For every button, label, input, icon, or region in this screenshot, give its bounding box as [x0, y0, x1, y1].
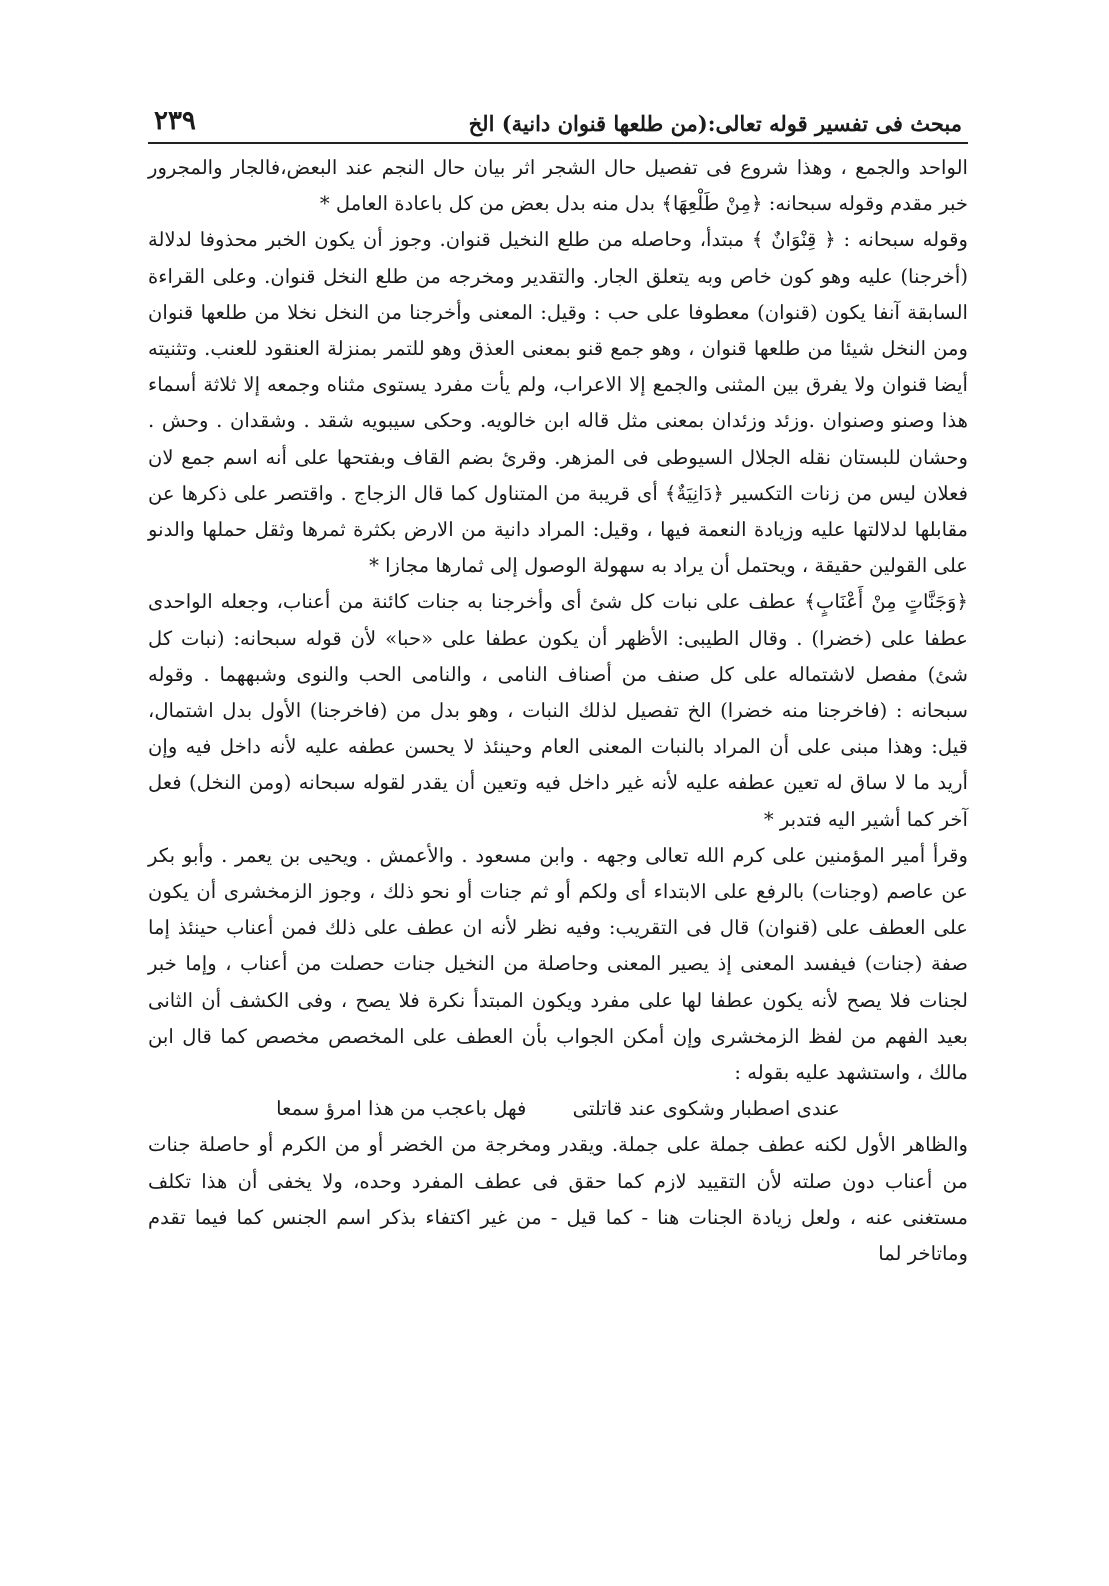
verse-second-hemistich: فهل باعجب من هذا امرؤ سمعا [276, 1097, 527, 1121]
page-number: ٢٣٩ [154, 106, 196, 136]
paragraph: والظاهر الأول لكنه عطف جملة على جملة. ويقدر ومخرجة من الخضر أو من الكرم أو حاصلة جنات من أعناب دون صلته لأن التقييد لازم كما حقق فى عطف المفرد وحده، ولا يخفى أن هذا تكلف مستغنى عنه ، ولعل زيادة الجنات هنا - كما قيل - من غير اكتفاء بذكر اسم الجنس كما فيما تقدم وماتاخر لما [148, 1133, 968, 1266]
paragraph: ﴿وَجَنَّاتٍ مِنْ أَعْنَابٍ﴾ عطف على نبات كل شئ أى وأخرجنا به جنات كائنة من أعناب، وجعله الواحدى عطفا على (خضرا) . وقال الطيبى: الأظهر أن يكون عطفا على «حبا» لأن قوله سبحانه: (نبات كل شئ) مفصل لاشتماله على كل صنف من أصناف النامى ، والنامى الحب والنوى وشبههما . وقوله سبحانه : (فاخرجنا منه خضرا) الخ تفصيل لذلك النبات ، وهو بدل من (فاخرجنا) الأول بدل اشتمال، قيل: وهذا مبنى على أن المراد بالنبات المعنى العام وحينئذ لا يحسن عطفه عليه لأنه داخل فيه وإن أريد ما لا ساق له تعين عطفه عليه لأنه غير داخل فيه وتعين أن يقدر لقوله سبحانه (ومن النخل) فعل آخر كما أشير اليه فتدبر * [148, 590, 968, 831]
paragraph: وقرأ أمير المؤمنين على كرم الله تعالى وجهه . وابن مسعود . والأعمش . ويحيى بن يعمر . وأبو بكر عن عاصم (وجنات) بالرفع على الابتداء أى ولكم أو ثم جنات أو نحو ذلك ، وجوز الزمخشرى أن يكون على العطف على (قنوان) قال فى التقريب: وفيه نظر لأنه ان عطف على ذلك فمن أعناب حينئذ إما صفة (جنات) فيفسد المعنى إذ يصير المعنى وحاصلة من النخيل جنات حصلت من أعناب ، وإما خبر لجنات فلا يصح لأنه يكون عطفا لها على مفرد ويكون المبتدأ نكرة فلا يصح ، وفى الكشف أن الثانى بعيد الفهم من لفظ الزمخشرى وإن أمكن الجواب بأن العطف على المخصص مخصص كما قال ابن مالك ، واستشهد عليه بقوله : [148, 843, 968, 1085]
poetry-verse [148, 1091, 968, 1127]
paragraph: وقوله سبحانه : ﴿ قِنْوَانٌ ﴾ مبتدأ، وحاصله من طلع النخيل قنوان. وجوز أن يكون الخبر محذوفا لدلالة (أخرجنا) عليه وهو كون خاص وبه يتعلق الجار. والتقدير ومخرجه من طلع النخل قنوان. وعلى القراءة السابقة آنفا يكون (قنوان) معطوفا على حب : وقيل: المعنى وأخرجنا من النخل نخلا من طلعها قنوان ومن النخل شيئا من طلعها قنوان ، وهو جمع قنو بمعنى العذق وهو للتمر بمنزلة العنقود للعنب. وتثنيته أيضا قنوان ولا يفرق بين المثنى والجمع إلا الاعراب، ولم يأت مفرد يستوى مثناه وجمعه إلا ثلاثة أسماء هذا وصنو وصنوان .وزئد وزئدان بمعنى مثل قاله ابن خالويه. وحكى سيبويه شقد . وشقدان . وحش . وحشان للبستان نقله الجلال السيوطى فى المزهر. وقرئ بضم القاف وبفتحها على أنه اسم جمع لان فعلان ليس من زنات التكسير ﴿دَانِيَةٌ﴾ أى قريبة من المتناول كما قال الزجاج . واقتصر على ذكرها عن مقابلها لدلالتها عليه وزيادة النعمة فيها ، وقيل: المراد دانية من الارض بكثرة ثمرها وثقل حملها والدنو على القولين حقيقة ، ويحتمل أن يراد به سهولة الوصول إلى ثمارها مجازا * [148, 228, 968, 578]
running-title: مبحث فى تفسير قوله تعالى:(من طلعها قنوان دانية) الخ [468, 111, 962, 136]
verse-first-hemistich: عندى اصطبار وشكوى عند قاتلتى [572, 1097, 840, 1121]
book-page [148, 92, 968, 1272]
paragraph: الواحد والجمع ، وهذا شروع فى تفصيل حال الشجر اثر بيان حال النجم عند البعض،فالجار والمجرور خبر مقدم وقوله سبحانه: ﴿مِنْ طَلْعِهَا﴾ بدل منه بدل بعض من كل باعادة العامل * [148, 156, 968, 216]
page-body [148, 150, 968, 1272]
page-header [148, 92, 968, 144]
